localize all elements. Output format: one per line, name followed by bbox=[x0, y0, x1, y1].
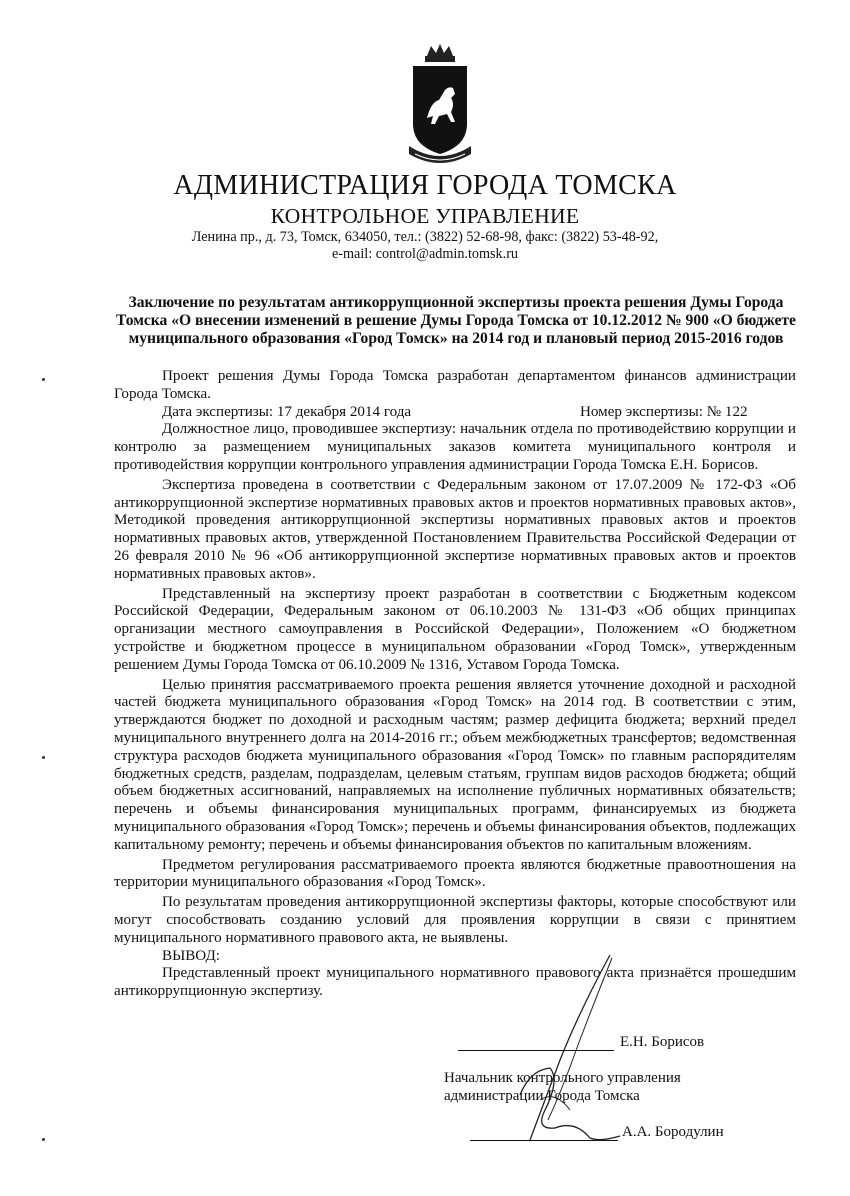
head-position-line1: Начальник контрольного управления bbox=[444, 1070, 681, 1086]
head-position-line2: администрации Города Томска bbox=[444, 1088, 640, 1104]
subject-paragraph: Предметом регулирования рассматриваемого проекта являются бюджетные правоотношения на территории муниципального образования «Город Томск». bbox=[114, 856, 796, 891]
conclusion-heading: ВЫВОД: bbox=[162, 947, 220, 964]
expertise-meta-row bbox=[114, 404, 796, 422]
handwritten-signature-icon bbox=[500, 950, 640, 1150]
expert-name: Е.Н. Борисов bbox=[620, 1034, 705, 1050]
department-title: КОНТРОЛЬНОЕ УПРАВЛЕНИЕ bbox=[270, 204, 580, 228]
official-paragraph: Должностное лицо, проводившее экспертизу: начальник отдела по противодействию коррупции и контролю за размещением муниципальных заказов комитета муниципального контроля и противодействия коррупции контрольного управления администрации Города Томска Е.Н. Борисов. bbox=[114, 421, 796, 473]
findings-paragraph: По результатам проведения антикоррупционной экспертизы факторы, которые способствуют или могут способствовать созданию условий для проявления коррупции в связи с принятием муниципального нормативного правового акта, не выявлены. bbox=[114, 894, 796, 946]
document-body bbox=[114, 368, 796, 1001]
expertise-number: Номер экспертизы: № 122 bbox=[580, 403, 748, 420]
contact-email: e-mail: control@admin.tomsk.ru bbox=[331, 246, 519, 262]
conclusion-paragraph: Представленный проект муниципального нормативного правового акта признаётся прошедшим антикоррупционную экспертизу. bbox=[114, 965, 796, 1000]
intro-paragraph: Проект решения Думы Города Томска разработан департаментом финансов администрации Города Томска. bbox=[114, 368, 796, 402]
scan-mark bbox=[42, 378, 45, 381]
compliance-paragraph: Представленный на экспертизу проект разработан в соответствии с Бюджетным кодексом Российской Федерации, Федеральным законом от 06.10.2003 № 131-ФЗ «Об общих принципах организации местного самоуправления в Российской Федерации», Положением «О бюджетном устройстве и бюджетном процессе в муниципальном образовании «Город Томск», утвержденным решением Думы Города Томска от 06.10.2009 № 1316, Уставом Города Томска. bbox=[114, 585, 796, 673]
city-coat-of-arms-icon bbox=[405, 42, 475, 172]
legal-basis-paragraph: Экспертиза проведена в соответствии с Федеральным законом от 17.07.2009 № 172-ФЗ «Об антикоррупционной экспертизе нормативных правовых актов и проектов нормативных правовых актов», Методикой проведения антикоррупционной экспертизы нормативных правовых актов и проектов нормативных правовых актов, утвержденной Постановлением Правительства Российской Федерации от 26 февраля 2010 № 96 «Об антикоррупционной экспертизе нормативных правовых актов и проектов нормативных правовых актов». bbox=[114, 476, 796, 582]
scan-mark bbox=[42, 1138, 45, 1141]
scan-mark bbox=[42, 756, 45, 759]
contact-address: Ленина пр., д. 73, Томск, 634050, тел.: (3822) 52-68-98, факс: (3822) 53-48-92, bbox=[191, 229, 659, 245]
expertise-date: Дата экспертизы: 17 декабря 2014 года bbox=[162, 403, 412, 420]
document-title: Заключение по результатам антикоррупционной экспертизы проекта решения Думы Города Томска «О внесении изменений в решение Думы Города Томска от 10.12.2012 № 900 «О бюджете муниципального образования «Город Томск» на 2014 год и плановый период 2015-2016 годов bbox=[116, 294, 796, 347]
organization-title: АДМИНИСТРАЦИЯ ГОРОДА ТОМСКА bbox=[173, 170, 677, 201]
purpose-paragraph: Целью принятия рассматриваемого проекта решения является уточнение доходной и расходной частей бюджета муниципального образования «Город Томск» на 2014 год. В соответствии с этим, утверждаются бюджет по доходной и расходным частям; размер дефицита бюджета; верхний предел муниципального внутреннего долга на 2014-2016 гг.; объем межбюджетных трансфертов; ведомственная структура расходов бюджета муниципального образования «Город Томск» по главным распорядителям бюджетных средств, разделам, подразделам, целевым статьям, группам видов расходов бюджета; общий объем бюджетных ассигнований, направляемых на исполнение публичных нормативных обязательств; перечень и объемы финансирования муниципальных программ, финансируемых из бюджета муниципального образования «Город Томск»; перечень и объемы финансирования объектов, подлежащих капитальному ремонту; перечень и объемы финансирования объектов по капитальным вложениям. bbox=[114, 676, 796, 853]
head-name: А.А. Бородулин bbox=[622, 1124, 724, 1140]
